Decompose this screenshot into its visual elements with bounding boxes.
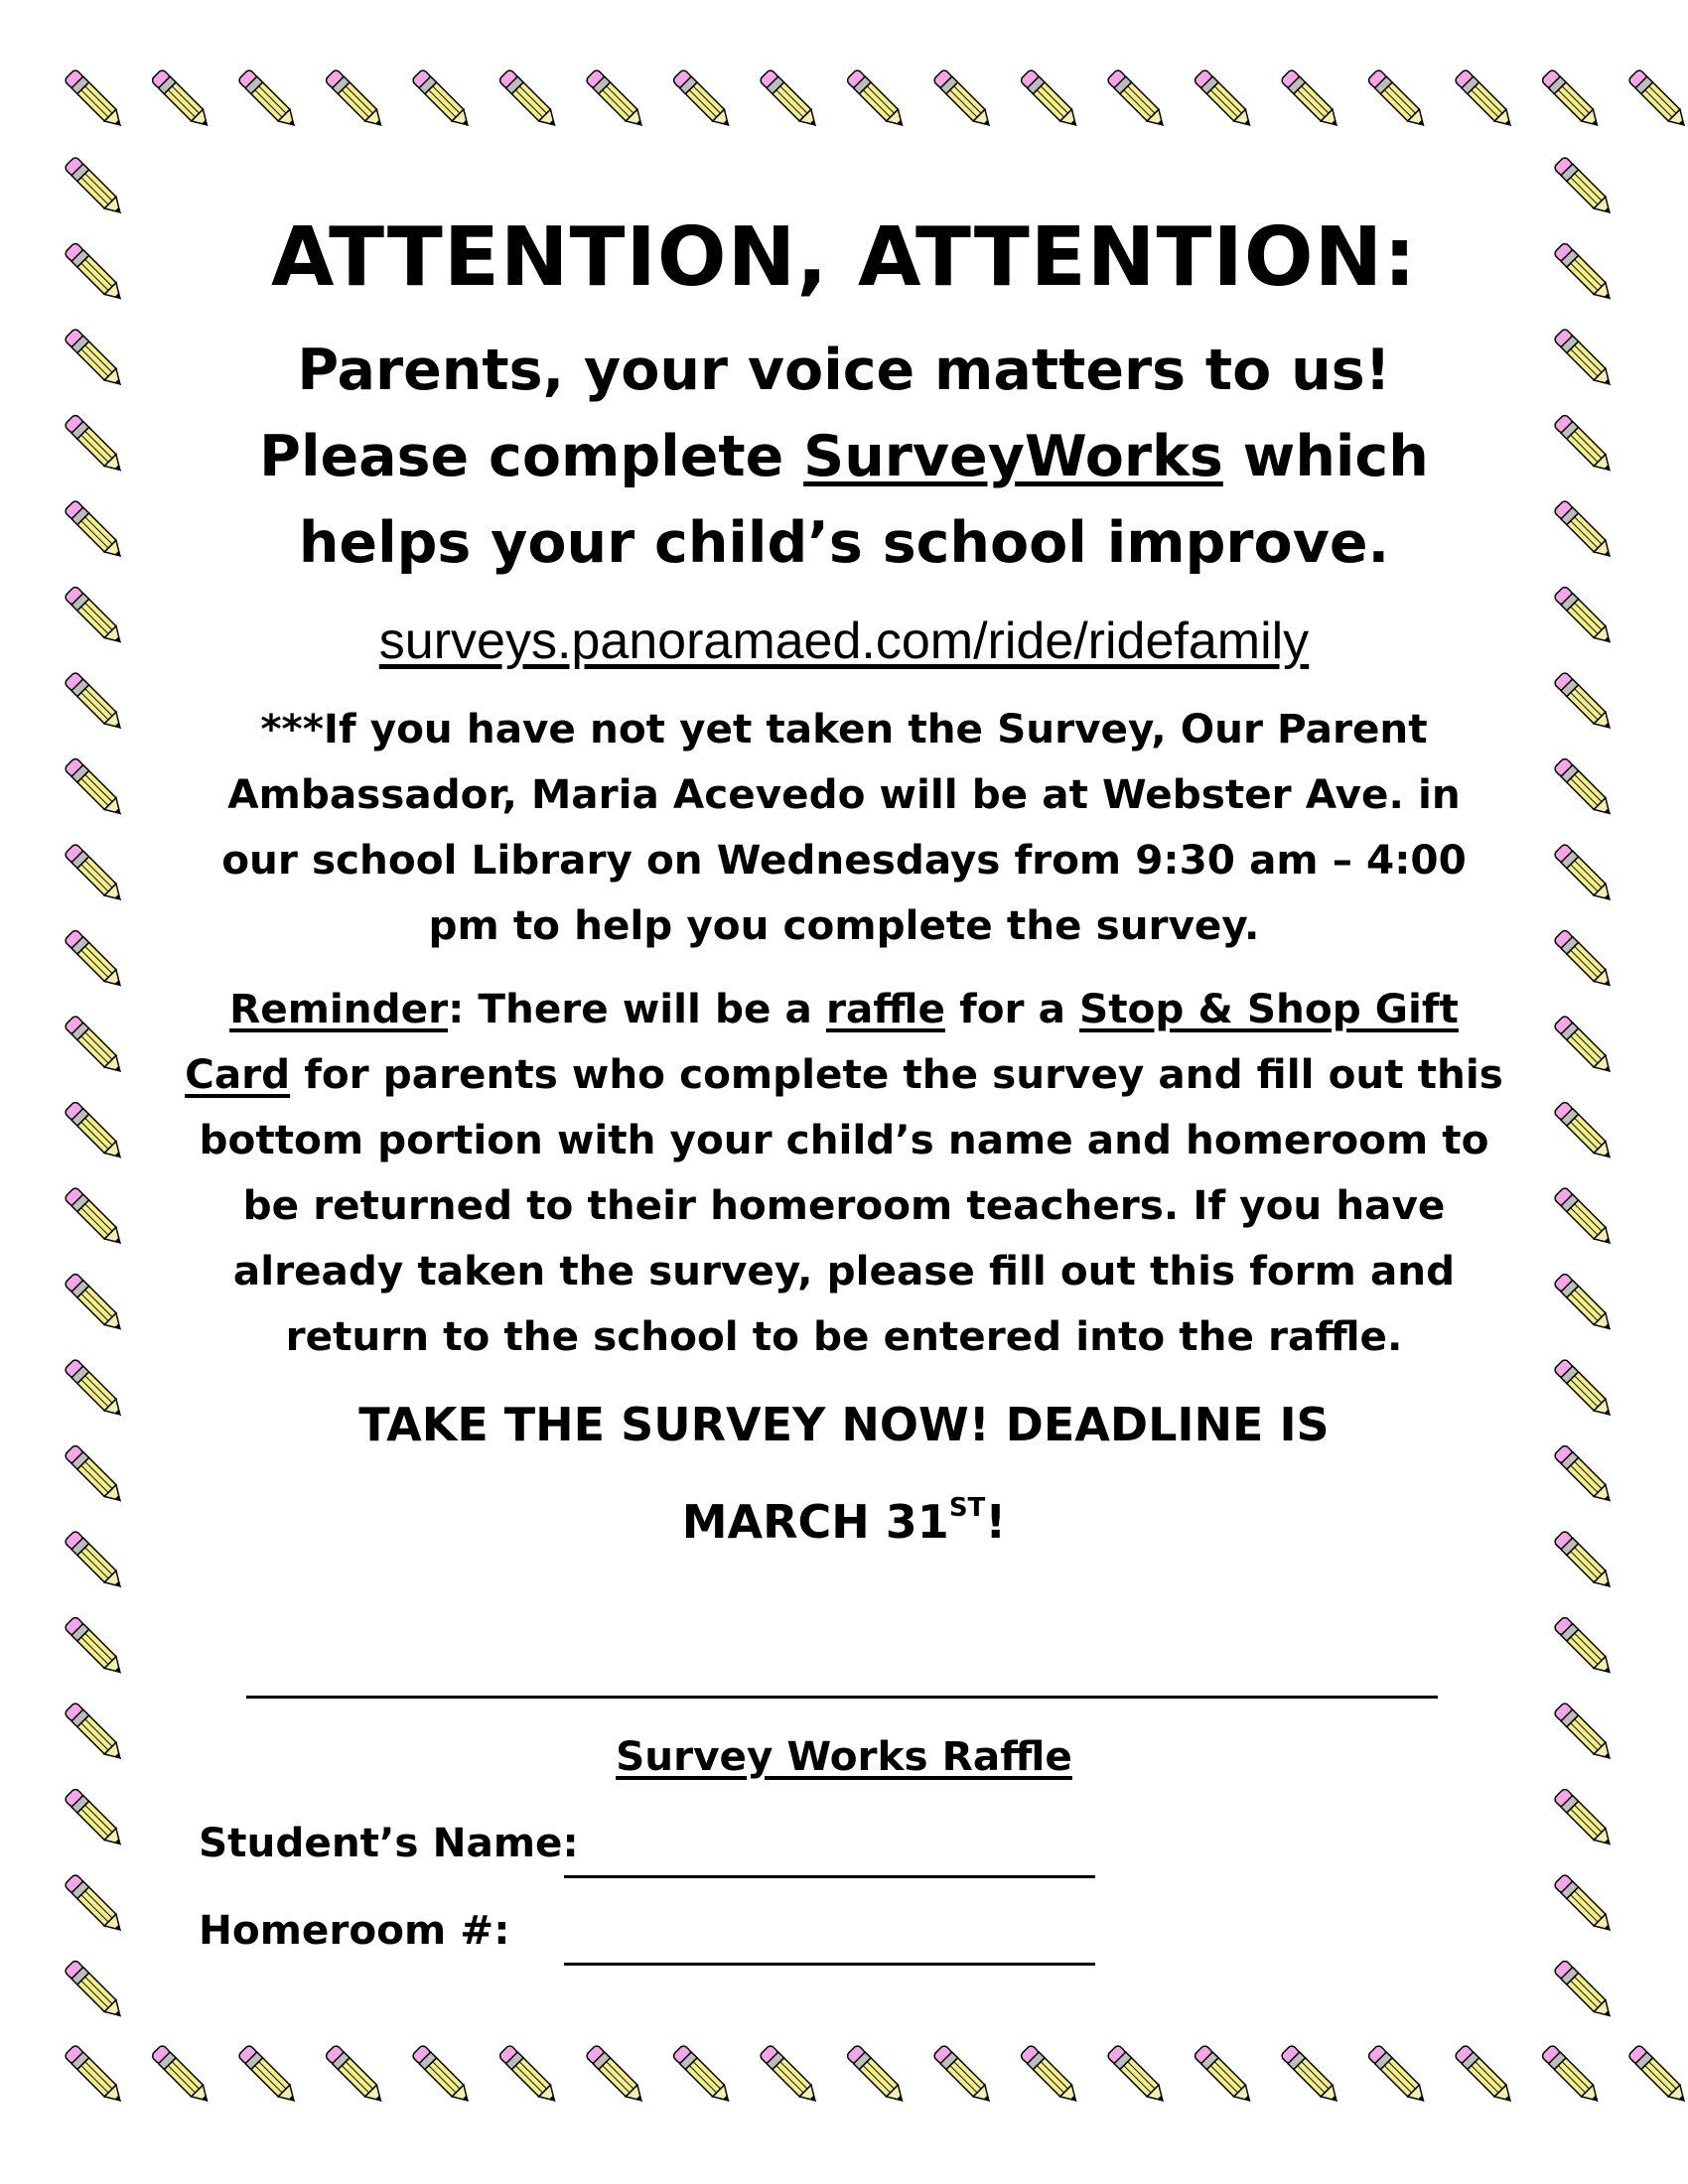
surveyworks-link[interactable]: SurveyWorks	[803, 424, 1223, 489]
pencil-icon	[1553, 1530, 1617, 1593]
pencil-icon	[1020, 68, 1083, 132]
pencil-icon	[1454, 68, 1517, 132]
pencil-icon	[672, 2044, 736, 2108]
pencil-icon	[498, 2044, 562, 2108]
pencil-icon	[64, 1960, 127, 2023]
reminder-text-2: for a	[944, 985, 1080, 1032]
pencil-icon	[64, 1273, 127, 1336]
pencil-icon	[1553, 843, 1617, 906]
pencil-icon	[64, 1444, 127, 1508]
pencil-icon	[1454, 2044, 1517, 2108]
pencil-icon	[64, 1873, 127, 1937]
pencil-icon	[1553, 1873, 1617, 1937]
pencil-icon	[64, 1358, 127, 1422]
raffle-word: raffle	[826, 985, 945, 1032]
pencil-icon	[411, 68, 475, 132]
pencil-icon	[64, 499, 127, 563]
pencil-icon	[759, 68, 822, 132]
gift-card-prize: Stop & Shop Gift Card	[185, 985, 1459, 1098]
reminder-label: Reminder	[229, 985, 449, 1032]
pencil-icon	[1106, 68, 1170, 132]
pencil-icon	[1541, 68, 1605, 132]
lead-paragraph	[184, 328, 1504, 587]
pencil-icon	[64, 2044, 127, 2108]
raffle-form-title-text: Survey Works Raffle	[616, 1732, 1072, 1780]
reminder-paragraph	[184, 976, 1504, 1369]
pencil-icon	[1553, 671, 1617, 735]
pencil-icon	[1553, 499, 1617, 563]
pencil-icon	[64, 1530, 127, 1593]
lead-text-after: which helps your child’s school improve.	[298, 424, 1429, 576]
pencil-icon	[64, 757, 127, 821]
pencil-icon	[1553, 414, 1617, 478]
pencil-icon	[1553, 1273, 1617, 1336]
pencil-icon	[64, 1616, 127, 1680]
pencil-icon	[237, 68, 301, 132]
pencil-icon	[1541, 2044, 1605, 2108]
pencil-icon	[1553, 156, 1617, 219]
pencil-icon	[64, 68, 127, 132]
pencil-icon	[64, 414, 127, 478]
pencil-icon	[1553, 1960, 1617, 2023]
survey-url-link[interactable]: surveys.panoramaed.com/ride/ridefamily	[378, 613, 1310, 670]
deadline-date-text: MARCH 31	[681, 1495, 949, 1549]
pencil-icon	[1367, 2044, 1431, 2108]
raffle-form-title	[0, 1732, 1688, 1780]
pencil-icon	[585, 2044, 648, 2108]
pencil-icon	[325, 68, 388, 132]
pencil-icon	[1553, 1101, 1617, 1164]
pencil-icon	[1627, 2044, 1688, 2108]
pencil-icon	[672, 68, 736, 132]
pencil-icon	[1553, 328, 1617, 391]
pencil-icon	[585, 68, 648, 132]
reminder-text-3: for parents who complete the survey and fill out this bottom portion with your child’s name and homeroom to be returned to their homeroom teachers. If you have already taken the survey, please fill out this form and return to the school to be entered into the raffle.	[199, 1050, 1503, 1360]
tear-off-divider	[246, 1696, 1438, 1699]
pencil-icon	[498, 68, 562, 132]
pencil-icon	[1280, 2044, 1343, 2108]
pencil-icon	[1553, 1186, 1617, 1250]
deadline-date-suffix: ST	[948, 1493, 986, 1523]
pencil-icon	[932, 68, 996, 132]
lead-text-before: Parents, your voice matters to us! Please complete	[259, 338, 1391, 489]
pencil-icon	[151, 68, 214, 132]
headline: ATTENTION, ATTENTION:	[270, 210, 1418, 305]
pencil-icon	[64, 929, 127, 993]
deadline-date	[184, 1493, 1504, 1549]
pencil-icon	[1553, 1616, 1617, 1680]
pencil-icon	[64, 586, 127, 649]
pencil-icon	[1553, 1015, 1617, 1078]
pencil-icon	[64, 1788, 127, 1851]
pencil-icon	[759, 2044, 822, 2108]
student-name-label: Student’s Name:	[199, 1819, 579, 1866]
pencil-icon	[1553, 929, 1617, 993]
pencil-icon	[1553, 1444, 1617, 1508]
pencil-icon	[325, 2044, 388, 2108]
student-name-field[interactable]	[564, 1875, 1095, 1878]
pencil-icon	[1020, 2044, 1083, 2108]
pencil-icon	[1627, 68, 1688, 132]
pencil-icon	[1194, 68, 1257, 132]
deadline-date-end: !	[985, 1495, 1007, 1549]
pencil-icon	[1553, 757, 1617, 821]
pencil-icon	[1106, 2044, 1170, 2108]
pencil-icon	[1553, 242, 1617, 306]
pencil-icon	[1280, 68, 1343, 132]
pencil-icon	[1553, 586, 1617, 649]
pencil-icon	[64, 1015, 127, 1078]
pencil-icon	[64, 671, 127, 735]
pencil-icon	[64, 1101, 127, 1164]
pencil-icon	[846, 68, 910, 132]
pencil-icon	[411, 2044, 475, 2108]
homeroom-field[interactable]	[564, 1963, 1095, 1966]
pencil-icon	[1194, 2044, 1257, 2108]
pencil-icon	[64, 156, 127, 219]
pencil-icon	[151, 2044, 214, 2108]
homeroom-label: Homeroom #:	[199, 1906, 510, 1954]
pencil-icon	[846, 2044, 910, 2108]
pencil-icon	[64, 1186, 127, 1250]
pencil-icon	[64, 242, 127, 306]
pencil-icon	[64, 843, 127, 906]
ambassador-notice: ***If you have not yet taken the Survey, Our Parent Ambassador, Maria Acevedo will be at Webster Ave. in our school Library on Wednesdays from 9:30 am – 4:00 pm to help you complete the survey.	[221, 705, 1467, 949]
reminder-text-1: : There will be a	[448, 985, 826, 1032]
pencil-icon	[932, 2044, 996, 2108]
pencil-icon	[64, 328, 127, 391]
pencil-icon	[1553, 1358, 1617, 1422]
pencil-icon	[1553, 1788, 1617, 1851]
pencil-icon	[1367, 68, 1431, 132]
deadline-line-1: TAKE THE SURVEY NOW! DEADLINE IS	[358, 1398, 1330, 1451]
pencil-icon	[237, 2044, 301, 2108]
